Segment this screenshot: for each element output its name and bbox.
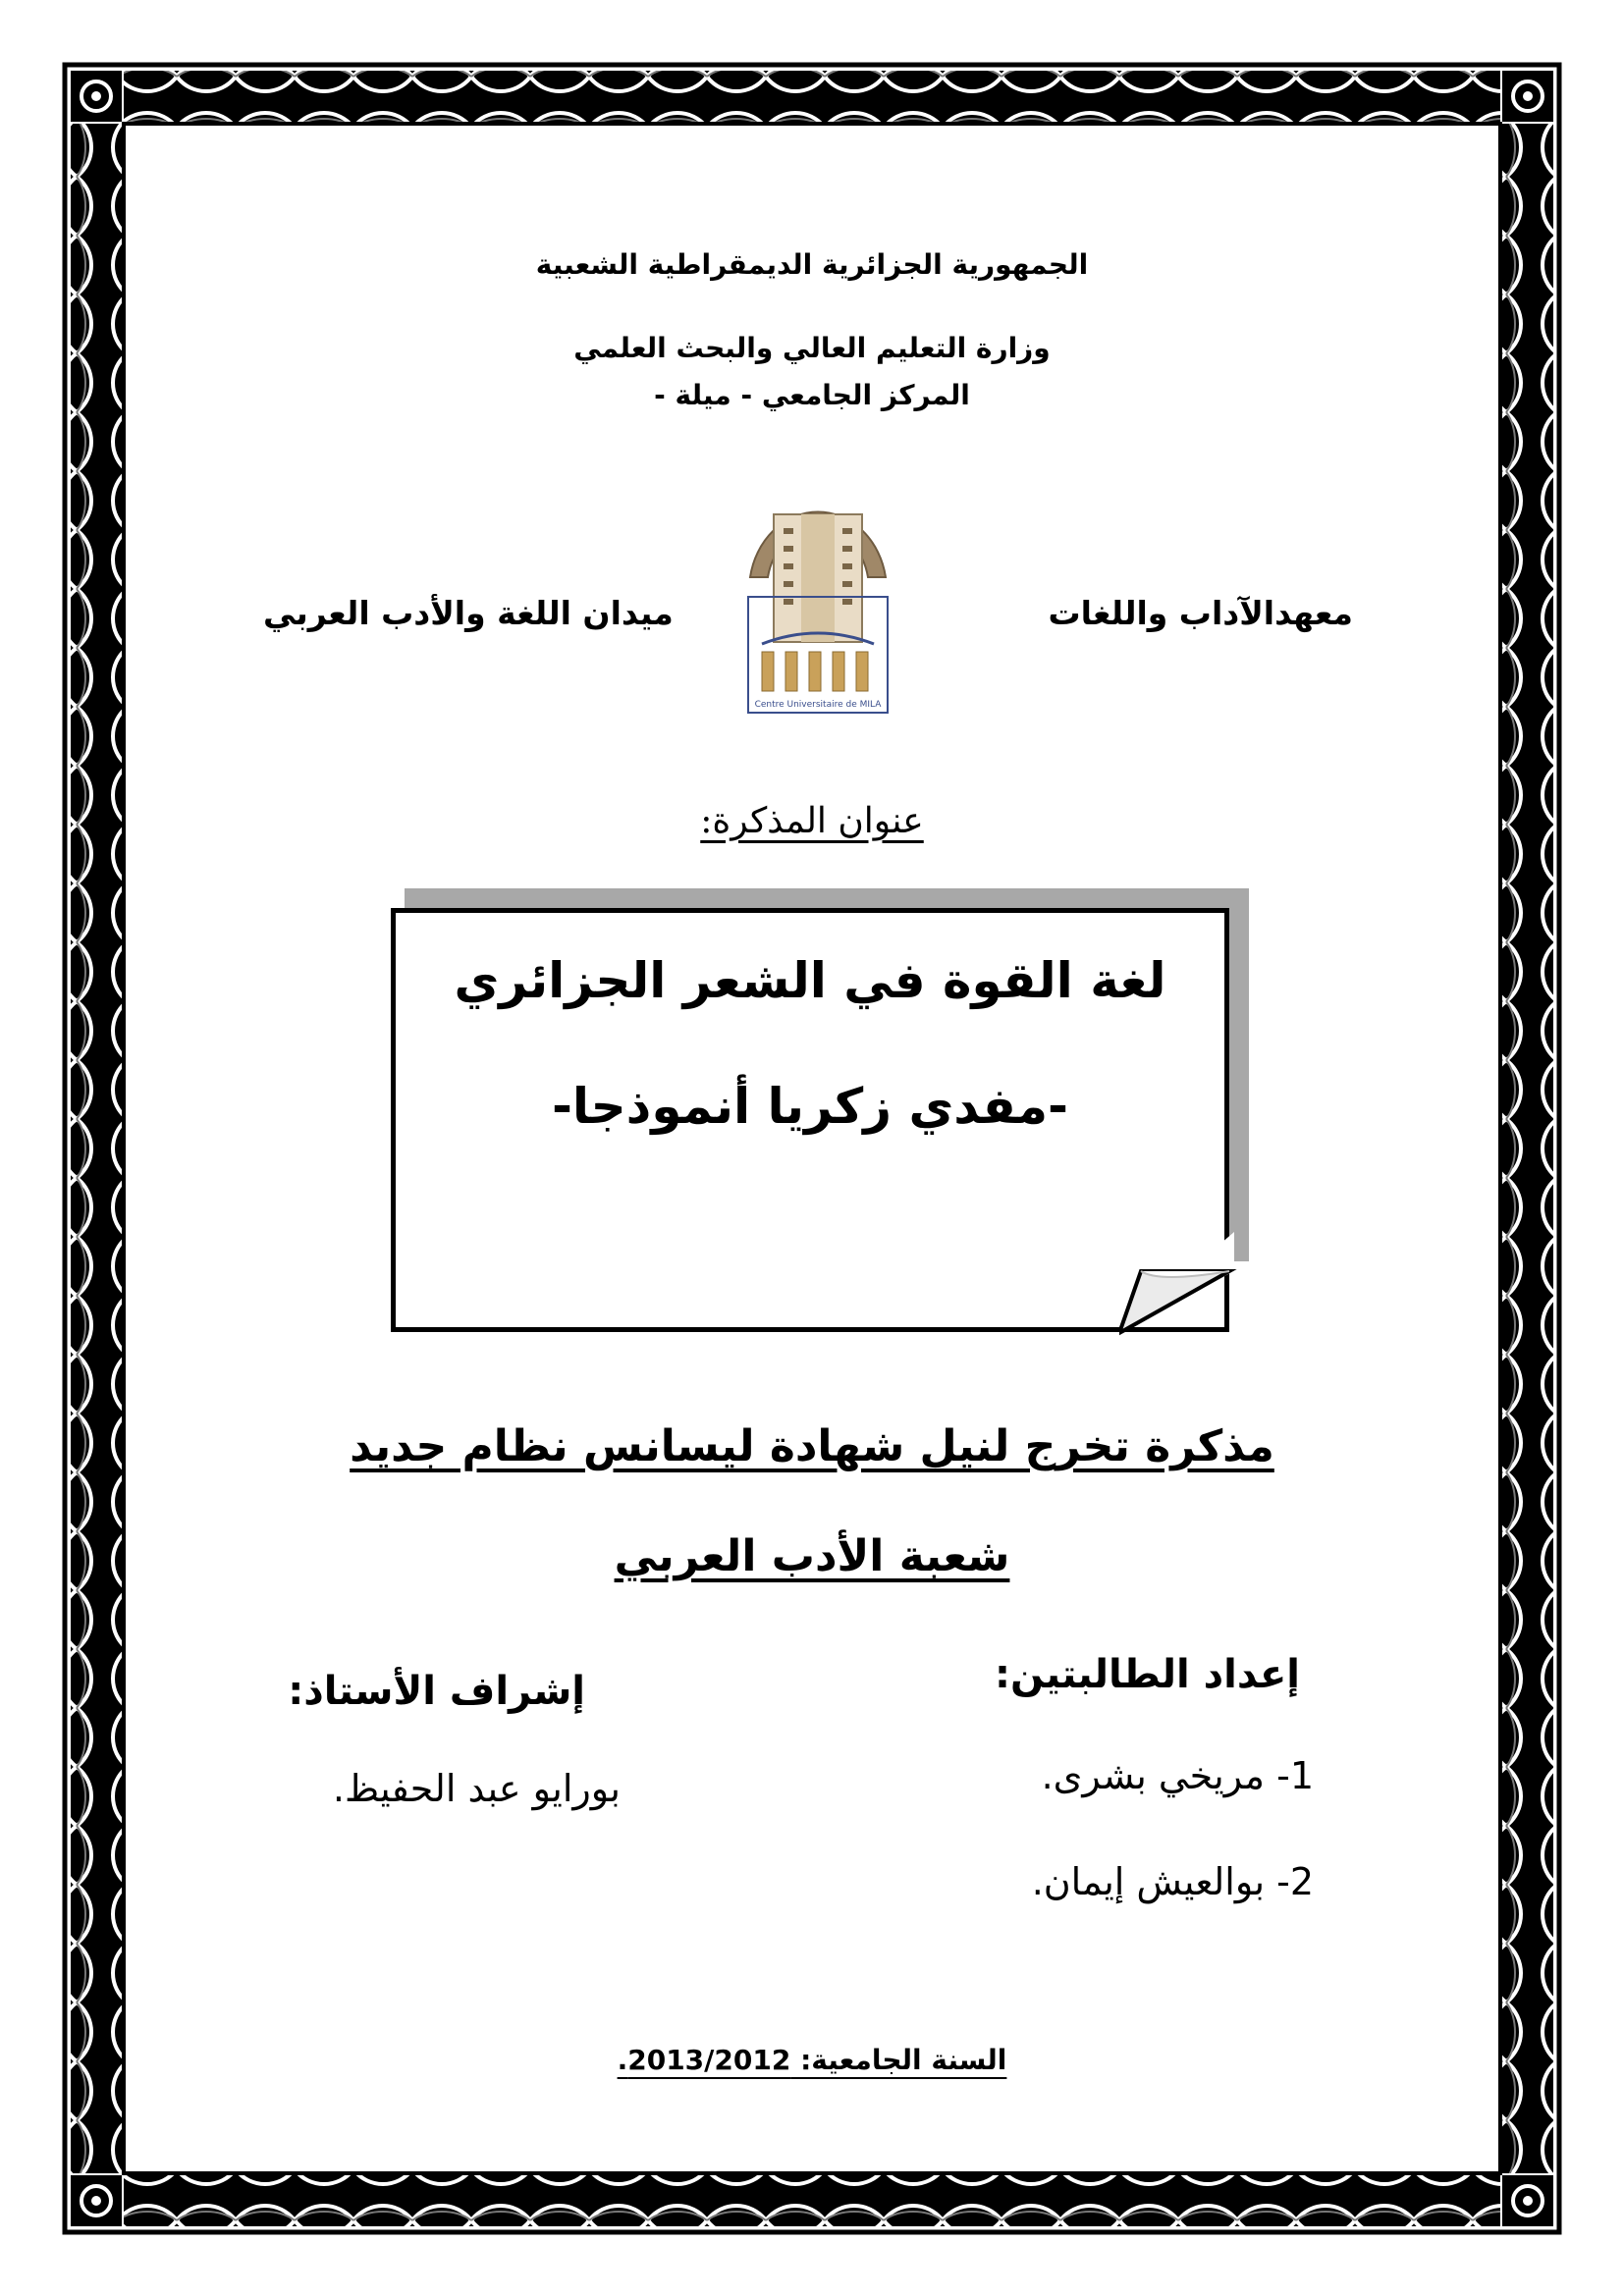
institute-name: معهدالآداب واللغات bbox=[1048, 594, 1353, 632]
supervisor-name: بورايو عبد الحفيظ. bbox=[332, 1767, 621, 1810]
supervisor-label: إشراف الأستاذ: bbox=[288, 1669, 585, 1714]
page-curl-icon bbox=[1119, 1232, 1237, 1340]
title-line-1: لغة القوة في الشعر الجزائري bbox=[454, 952, 1166, 1009]
field-name: ميدان اللغة والأدب العربي bbox=[263, 594, 674, 632]
student-name-2: 2- بوالعيش إيمان. bbox=[1031, 1860, 1314, 1903]
republic-line: الجمهورية الجزائرية الديمقراطية الشعبية bbox=[535, 248, 1089, 281]
title-line-2: -مفدي زكريا أنموذجا- bbox=[552, 1078, 1068, 1135]
memo-title-label: عنوان المذكرة: bbox=[700, 801, 924, 841]
academic-year: السنة الجامعية: 2013/2012. bbox=[617, 2044, 1007, 2076]
branch-line: شعبة الأدب العربي bbox=[614, 1531, 1010, 1581]
university-logo bbox=[740, 479, 895, 721]
degree-line: مذكرة تخرج لنيل شهادة ليسانس نظام جديد bbox=[350, 1421, 1274, 1471]
university-center-line: المركز الجامعي - ميلة - bbox=[654, 379, 970, 411]
students-label: إعداد الطالبتين: bbox=[994, 1652, 1300, 1697]
student-name-1: 1- مريخي بشرى. bbox=[1041, 1754, 1314, 1797]
logo-caption: Centre Universitaire de MILA bbox=[754, 700, 882, 710]
ministry-line: وزارة التعليم العالي والبحث العلمي bbox=[573, 332, 1051, 364]
